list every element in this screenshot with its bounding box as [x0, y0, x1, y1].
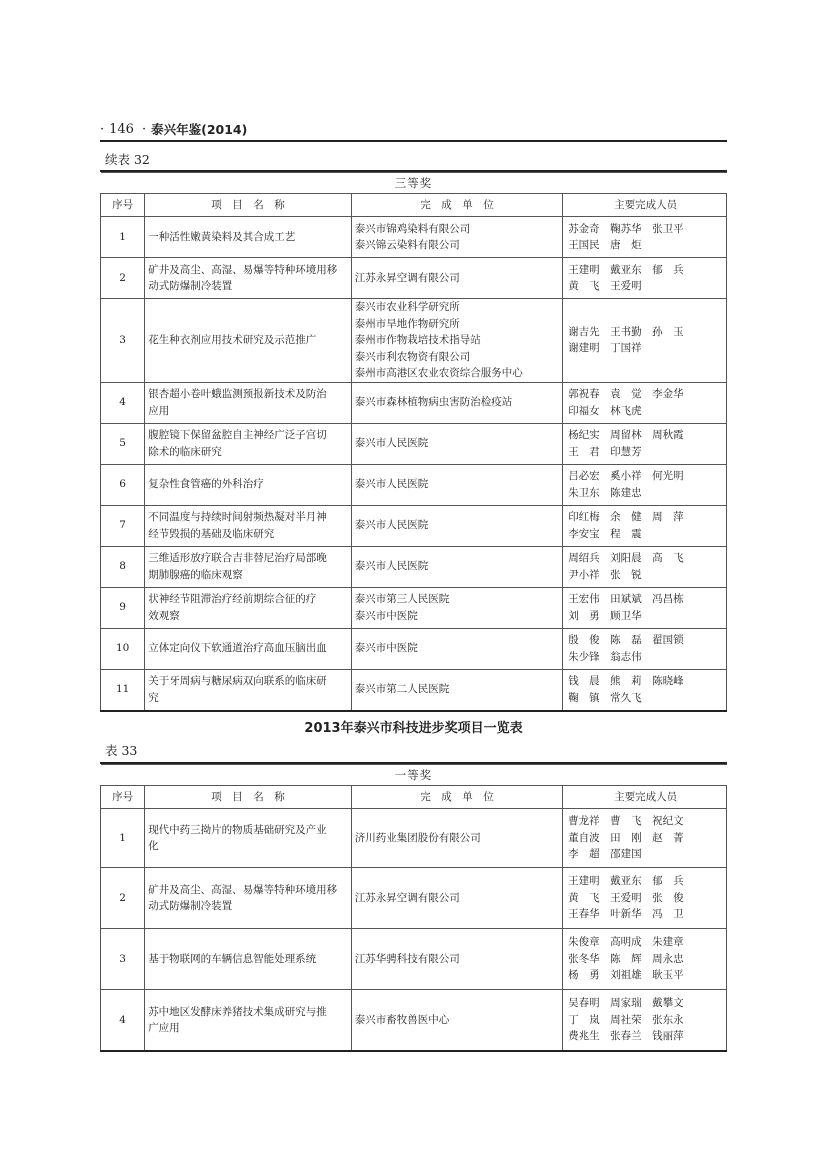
project-name-line: 立体定向仪下软通道治疗高血压脑出血: [148, 642, 327, 655]
row-number: 11: [101, 669, 145, 711]
table-row: [101, 464, 727, 505]
completing-unit: [351, 628, 562, 669]
award-row: [101, 173, 727, 194]
project-name: [145, 258, 352, 299]
project-name-line: 应用: [148, 404, 170, 417]
table-row: [101, 423, 727, 464]
main-people-line: 郭祝春 袁 觉 李金华: [568, 388, 684, 400]
main-people: [563, 669, 727, 711]
project-name-line: 现代中药三拗片的物质基础研究及产业: [148, 823, 327, 836]
main-people-line: 周绍兵 刘阳晨 高 飞: [568, 552, 684, 564]
project-name-line: 除术的临床研究: [148, 445, 222, 458]
completing-unit: [351, 423, 562, 464]
main-people-line: 吴春明 周家瑞 戴攀文: [568, 997, 684, 1010]
row-number: 10: [101, 628, 145, 669]
main-people: [563, 382, 727, 423]
completing-unit-line: 泰兴市森林植物病虫害防治检疫站: [354, 396, 513, 409]
completing-unit: [351, 505, 562, 546]
main-people: [563, 423, 727, 464]
project-name-line: 不同温度与持续时间射频热凝对半月神: [148, 511, 327, 523]
main-people-line: 杨纪实 周留林 周秋霞: [568, 429, 684, 441]
main-people-line: 王建明 戴亚东 郁 兵: [568, 875, 684, 888]
project-name: [145, 382, 352, 423]
header-row: [101, 194, 727, 217]
project-name-line: 腹腔镜下保留盆腔自主神经广泛子宫切: [148, 429, 327, 441]
completing-unit-line: 江苏永昇空调有限公司: [354, 891, 460, 904]
completing-unit-line: 泰兴市人民医院: [354, 478, 429, 491]
project-name-line: 苏中地区发酵床养猪技术集成研究与推: [148, 1005, 327, 1018]
main-people-line: 张冬华 陈 辉 周永忠: [568, 952, 684, 965]
project-name: [145, 217, 352, 258]
main-people-line: 印福女 林飞虎: [568, 404, 642, 417]
main-people-line: 黄 飞 王爱明 张 俊: [568, 891, 684, 904]
project-name-line: 复杂性食管癌的外科治疗: [148, 478, 264, 491]
main-people-line: 尹小祥 张 锐: [568, 568, 642, 581]
main-people-line: 费兆生 张春兰 钱丽萍: [568, 1030, 684, 1043]
main-people: [563, 217, 727, 258]
main-people-line: 黄 飞 王爱明: [568, 280, 642, 292]
completing-unit: [351, 299, 562, 383]
main-people-line: 李 超 邵建国: [568, 848, 642, 861]
completing-unit-line: 泰兴市人民医院: [354, 437, 429, 450]
main-people-line: 曹龙祥 曹 飞 祝纪文: [568, 815, 684, 828]
col-name: 项 目 名 称: [145, 194, 352, 217]
table33-caption: 表 33: [105, 743, 138, 758]
completing-unit-line: 泰兴市利农物资有限公司: [354, 350, 471, 363]
project-name-line: 一种活性嫩黄染料及其合成工艺: [148, 230, 296, 243]
header-dot-2: ·: [141, 121, 147, 137]
completing-unit-line: 济川药业集团股份有限公司: [354, 831, 481, 844]
project-name-line: 矿井及高尘、高湿、易爆等特种环境用移: [148, 883, 338, 896]
completing-unit: [351, 382, 562, 423]
row-number: 8: [101, 546, 145, 587]
award-row: [101, 765, 727, 786]
table-row: [101, 809, 727, 868]
main-people: [563, 464, 727, 505]
col-unit: 完 成 单 位: [351, 786, 562, 809]
table-row: [101, 382, 727, 423]
completing-unit-line: 泰州市作物栽培技术指导站: [354, 334, 481, 346]
main-people-line: 王国民 唐 炬: [568, 239, 642, 251]
row-number: 4: [101, 382, 145, 423]
table-row: [101, 669, 727, 711]
main-people-line: 王春华 叶新华 冯 卫: [568, 908, 684, 921]
project-name-line: 银杏超小卷叶蛾监测预报新技术及防治: [148, 388, 327, 400]
main-people: [563, 505, 727, 546]
main-people-line: 吕必宏 奚小祥 何光明: [568, 470, 684, 482]
project-name: [145, 990, 352, 1052]
completing-unit-line: 泰州市高港区农业农资综合服务中心: [354, 367, 523, 379]
completing-unit: [351, 217, 562, 258]
project-name: [145, 464, 352, 505]
table32-caption: 续表 32: [105, 152, 150, 167]
project-name: [145, 628, 352, 669]
table33: [100, 764, 727, 1052]
completing-unit-line: 泰兴市第三人民医院: [354, 593, 450, 605]
col-no: 序号: [101, 194, 145, 217]
main-people-line: 王宏伟 田斌斌 冯昌栋: [568, 593, 684, 605]
main-people-line: 王建明 戴亚东 郁 兵: [568, 263, 684, 276]
completing-unit: [351, 546, 562, 587]
completing-unit: [351, 258, 562, 299]
table-row: [101, 258, 727, 299]
main-people: [563, 546, 727, 587]
main-people: [563, 868, 727, 929]
project-name: [145, 546, 352, 587]
completing-unit-line: 江苏华骋科技有限公司: [354, 952, 460, 965]
award-label: 三等奖: [101, 173, 727, 194]
row-number: 1: [101, 809, 145, 868]
col-name: 项 目 名 称: [145, 786, 352, 809]
completing-unit-line: 泰兴市锦鸡染料有限公司: [354, 222, 471, 235]
project-name-line: 三维适形放疗联合吉非替尼治疗局部晚: [148, 552, 327, 564]
project-name: [145, 423, 352, 464]
row-number: 4: [101, 990, 145, 1052]
table32: [100, 172, 727, 712]
main-people-line: 钱 晨 熊 莉 陈晓峰: [568, 675, 684, 687]
main-people-line: 朱卫东 陈建忠: [568, 486, 642, 499]
completing-unit-line: 泰兴锦云染料有限公司: [354, 239, 460, 251]
main-people-line: 王 君 印慧芳: [568, 445, 642, 458]
project-name: [145, 868, 352, 929]
main-people: [563, 628, 727, 669]
main-people: [563, 990, 727, 1052]
table-row: [101, 868, 727, 929]
main-people-line: 殷 俊 陈 磊 翟国锁: [568, 634, 684, 646]
row-number: 7: [101, 505, 145, 546]
project-name: [145, 299, 352, 383]
completing-unit-line: 泰兴市农业科学研究所: [354, 301, 460, 313]
table-row: [101, 299, 727, 383]
header-dot: ·: [100, 121, 105, 137]
table-row: [101, 990, 727, 1052]
completing-unit: [351, 809, 562, 868]
row-number: 3: [101, 299, 145, 383]
completing-unit: [351, 669, 562, 711]
completing-unit-line: 泰兴市人民医院: [354, 519, 429, 532]
project-name-line: 化: [148, 840, 159, 852]
project-name-line: 期肺腺癌的临床观察: [148, 568, 243, 581]
main-people-line: 杨 勇 刘祖雄 耿玉平: [568, 969, 684, 982]
table-row: [101, 929, 727, 990]
table-row: [101, 217, 727, 258]
completing-unit: [351, 587, 562, 628]
page-header: [100, 119, 726, 139]
table-row: [101, 546, 727, 587]
award-label: 一等奖: [101, 765, 727, 786]
table33-title: 2013年泰兴市科技进步奖项目一览表: [304, 721, 523, 736]
completing-unit-line: 江苏永昇空调有限公司: [354, 271, 460, 284]
row-number: 2: [101, 258, 145, 299]
row-number: 3: [101, 929, 145, 990]
row-number: 5: [101, 423, 145, 464]
main-people-line: 印红梅 余 健 周 萍: [568, 511, 684, 523]
main-people-line: 朱少锋 翁志伟: [568, 650, 642, 663]
main-people-line: 刘 勇 顾卫华: [568, 609, 642, 622]
completing-unit-line: 泰兴市畜牧兽医中心: [354, 1013, 450, 1026]
main-people-line: 朱俊章 高明成 朱建章: [568, 936, 684, 949]
page-number: 146: [109, 121, 134, 137]
completing-unit: [351, 868, 562, 929]
row-number: 2: [101, 868, 145, 929]
project-name-line: 究: [148, 691, 159, 704]
completing-unit-line: 泰兴市人民医院: [354, 560, 429, 573]
col-people: 主要完成人员: [563, 194, 727, 217]
project-name-line: 广应用: [148, 1022, 180, 1034]
main-people: [563, 587, 727, 628]
completing-unit-line: 泰兴市第二人民医院: [354, 683, 450, 696]
col-people: 主要完成人员: [563, 786, 727, 809]
row-number: 1: [101, 217, 145, 258]
main-people-line: 谢吉先 王书勤 孙 玉: [568, 325, 684, 338]
main-people: [563, 929, 727, 990]
project-name-line: 基于物联网的车辆信息智能处理系统: [148, 952, 317, 965]
project-name-line: 关于牙周病与糖尿病双向联系的临床研: [148, 675, 327, 687]
book-title: 泰兴年鉴(2014): [151, 122, 248, 137]
main-people-line: 丁 岚 周社荣 张东永: [568, 1013, 684, 1026]
completing-unit: [351, 929, 562, 990]
project-name-line: 动式防爆制冷装置: [148, 900, 233, 912]
project-name: [145, 669, 352, 711]
table-row: [101, 505, 727, 546]
project-name-line: 花生种衣剂应用技术研究及示范推广: [148, 334, 317, 346]
header-row: [101, 786, 727, 809]
completing-unit-line: 泰州市旱地作物研究所: [354, 317, 460, 330]
col-unit: 完 成 单 位: [351, 194, 562, 217]
project-name-line: 效观察: [148, 609, 180, 622]
completing-unit: [351, 990, 562, 1052]
project-name: [145, 929, 352, 990]
main-people-line: 鞠 镇 常久飞: [568, 691, 642, 704]
completing-unit: [351, 464, 562, 505]
main-people-line: 苏金奇 鞠苏华 张卫平: [568, 222, 684, 235]
completing-unit-line: 泰兴市中医院: [354, 609, 418, 622]
project-name: [145, 809, 352, 868]
main-people: [563, 809, 727, 868]
main-people-line: 谢建明 丁国祥: [568, 342, 642, 355]
main-people-line: 李安宝 程 震: [568, 527, 642, 540]
completing-unit-line: 泰兴市中医院: [354, 642, 418, 655]
main-people-line: 董自波 田 刚 赵 菁: [568, 831, 684, 844]
row-number: 9: [101, 587, 145, 628]
row-number: 6: [101, 464, 145, 505]
project-name: [145, 505, 352, 546]
project-name-line: 状神经节阻滞治疗经前期综合征的疗: [148, 593, 317, 605]
project-name-line: 经节毁损的基础及临床研究: [148, 527, 275, 540]
main-people: [563, 299, 727, 383]
project-name: [145, 587, 352, 628]
col-no: 序号: [101, 786, 145, 809]
header-rule: [100, 140, 727, 142]
project-name-line: 矿井及高尘、高湿、易爆等特种环境用移: [148, 263, 338, 276]
project-name-line: 动式防爆制冷装置: [148, 280, 233, 292]
table-row: [101, 587, 727, 628]
main-people: [563, 258, 727, 299]
table-row: [101, 628, 727, 669]
